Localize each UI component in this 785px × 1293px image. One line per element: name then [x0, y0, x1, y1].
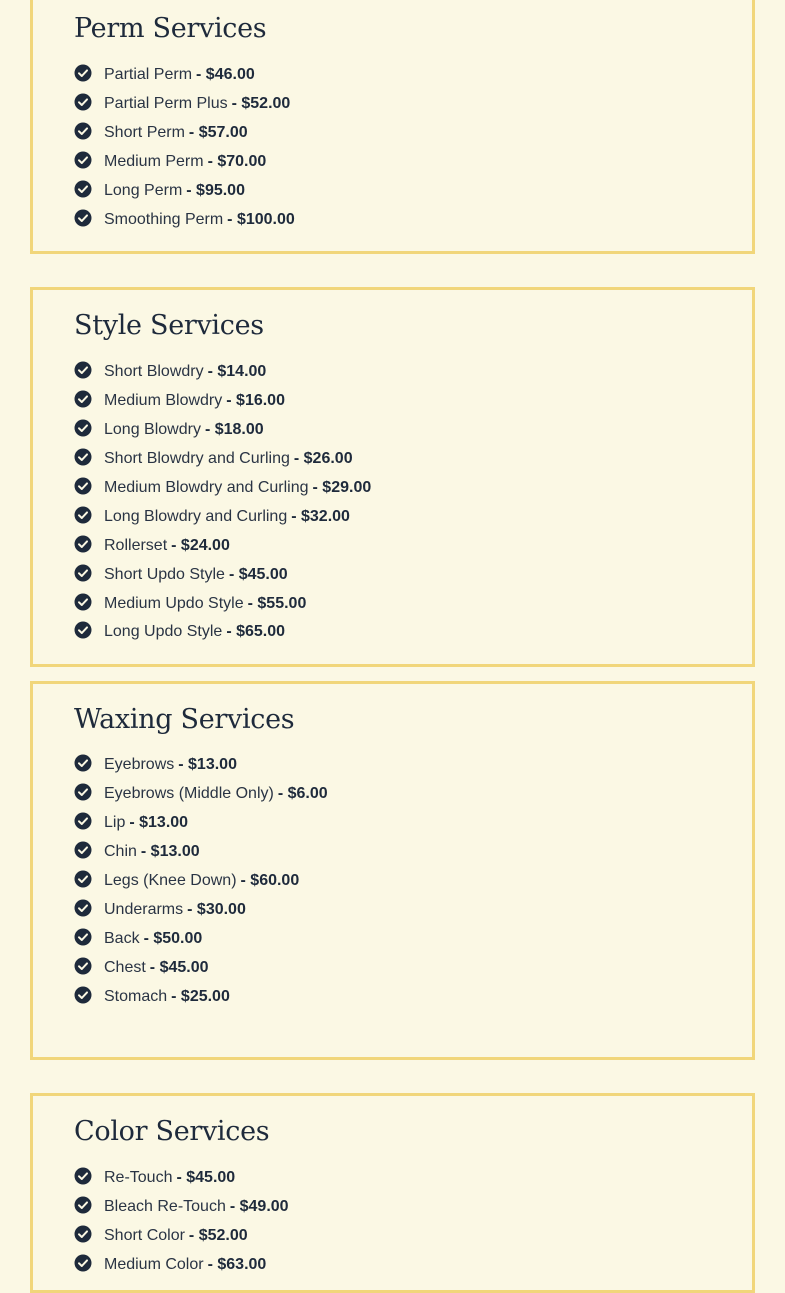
service-name: Underarms — [104, 900, 184, 918]
service-price: - $52.00 — [188, 1227, 248, 1245]
service-name: Rollerset — [104, 536, 168, 554]
service-price: - $16.00 — [226, 392, 285, 410]
service-item — [74, 924, 328, 953]
service-item — [74, 205, 295, 234]
check-circle-icon — [74, 93, 92, 111]
service-price: - $13.00 — [178, 756, 237, 774]
check-circle-icon — [74, 1196, 92, 1214]
service-name: Bleach Re-Touch — [104, 1198, 226, 1216]
service-price: - $52.00 — [231, 95, 291, 113]
check-circle-icon — [74, 621, 92, 639]
check-circle-icon — [74, 957, 92, 975]
check-circle-icon — [74, 754, 92, 772]
service-item — [74, 416, 371, 445]
service-price: - $95.00 — [186, 182, 245, 199]
service-price: - $45.00 — [228, 565, 288, 583]
check-circle-icon — [74, 535, 92, 553]
check-circle-icon — [74, 506, 92, 524]
section-title: Color Services — [74, 1116, 270, 1147]
check-circle-icon — [74, 870, 92, 888]
service-price: - $70.00 — [207, 153, 267, 171]
service-item — [74, 838, 328, 867]
service-item — [74, 618, 371, 647]
service-item — [74, 560, 371, 589]
service-name: Back — [104, 929, 140, 947]
service-item — [74, 358, 371, 387]
check-circle-icon — [74, 841, 92, 859]
service-name: Chin — [104, 843, 137, 861]
service-item — [74, 119, 295, 148]
check-circle-icon — [74, 390, 92, 408]
service-price: - $50.00 — [143, 929, 203, 947]
service-item — [74, 502, 371, 531]
service-name: Partial Perm — [104, 66, 193, 84]
service-name: Legs (Knee Down) — [104, 872, 237, 889]
perm-services-card — [30, 0, 755, 254]
service-price: - $46.00 — [196, 66, 255, 84]
service-name: Eyebrows (Middle Only) — [104, 785, 274, 803]
service-name: Short Color — [104, 1227, 185, 1245]
service-item — [74, 953, 328, 982]
service-item — [74, 809, 328, 838]
check-circle-icon — [74, 361, 92, 379]
service-item — [74, 1222, 289, 1251]
service-price: - $13.00 — [140, 843, 200, 861]
service-item — [74, 90, 295, 119]
service-item — [74, 148, 295, 177]
service-name: Short Perm — [104, 124, 185, 142]
check-circle-icon — [74, 209, 92, 227]
check-circle-icon — [74, 593, 92, 611]
service-price: - $24.00 — [171, 536, 230, 554]
service-name: Medium Color — [104, 1256, 204, 1274]
service-price: - $60.00 — [240, 872, 300, 889]
service-price: - $30.00 — [187, 900, 246, 918]
service-name: Short Updo Style — [104, 565, 225, 583]
service-item — [74, 531, 371, 560]
check-circle-icon — [74, 122, 92, 140]
service-price: - $14.00 — [207, 363, 267, 381]
check-circle-icon — [74, 564, 92, 582]
service-item — [74, 61, 295, 90]
service-name: Long Updo Style — [104, 623, 223, 641]
service-name: Medium Blowdry and Curling — [104, 479, 309, 496]
service-name: Re-Touch — [104, 1169, 173, 1187]
check-circle-icon — [74, 64, 92, 82]
service-price: - $65.00 — [226, 623, 286, 641]
service-price: - $100.00 — [227, 210, 295, 228]
service-name: Medium Updo Style — [104, 594, 244, 612]
service-item — [74, 1164, 289, 1193]
service-price: - $63.00 — [207, 1256, 267, 1274]
service-list — [74, 1164, 289, 1280]
service-name: Partial Perm Plus — [104, 95, 228, 113]
check-circle-icon — [74, 448, 92, 466]
check-circle-icon — [74, 783, 92, 801]
service-item — [74, 1251, 289, 1280]
check-circle-icon — [74, 477, 92, 495]
check-circle-icon — [74, 928, 92, 946]
service-name: Stomach — [104, 987, 168, 1005]
service-name: Smoothing Perm — [104, 210, 224, 228]
check-circle-icon — [74, 1167, 92, 1185]
service-name: Short Blowdry and Curling — [104, 450, 290, 468]
color-services-card — [30, 1093, 755, 1293]
service-name: Long Blowdry and Curling — [104, 507, 288, 525]
service-item — [74, 387, 371, 416]
service-price: - $55.00 — [247, 594, 307, 612]
check-circle-icon — [74, 812, 92, 830]
service-list — [74, 751, 328, 1011]
service-price: - $57.00 — [188, 124, 248, 142]
check-circle-icon — [74, 1225, 92, 1243]
service-name: Lip — [104, 814, 126, 832]
service-price: - $26.00 — [293, 450, 353, 468]
service-list — [74, 358, 371, 647]
service-item — [74, 589, 371, 618]
service-name: Chest — [104, 958, 146, 976]
service-name: Long Blowdry — [104, 421, 201, 439]
service-price: - $45.00 — [149, 958, 209, 976]
service-item — [74, 445, 371, 474]
service-name: Short Blowdry — [104, 363, 204, 381]
service-name: Eyebrows — [104, 756, 175, 774]
waxing-services-card — [30, 681, 755, 1060]
service-price: - $49.00 — [229, 1198, 289, 1216]
service-price: - $32.00 — [291, 507, 350, 525]
check-circle-icon — [74, 1254, 92, 1272]
service-price: - $18.00 — [204, 421, 264, 439]
service-name: Long Perm — [104, 182, 183, 199]
service-price: - $13.00 — [129, 814, 189, 832]
service-price: - $25.00 — [171, 987, 230, 1005]
check-circle-icon — [74, 899, 92, 917]
check-circle-icon — [74, 419, 92, 437]
service-item — [74, 982, 328, 1011]
style-services-card — [30, 287, 755, 667]
service-price: - $6.00 — [277, 785, 328, 803]
service-item — [74, 895, 328, 924]
service-name: Medium Blowdry — [104, 392, 223, 410]
service-list — [74, 61, 295, 234]
section-title: Style Services — [74, 310, 264, 341]
section-title: Waxing Services — [74, 704, 295, 735]
service-item — [74, 751, 328, 780]
check-circle-icon — [74, 986, 92, 1004]
service-item — [74, 867, 328, 896]
check-circle-icon — [74, 180, 92, 198]
service-item — [74, 474, 371, 503]
service-price: - $45.00 — [176, 1169, 236, 1187]
service-price: - $29.00 — [312, 479, 372, 496]
section-title: Perm Services — [74, 13, 267, 44]
service-name: Medium Perm — [104, 153, 204, 171]
service-item — [74, 780, 328, 809]
service-item — [74, 1193, 289, 1222]
service-item — [74, 177, 295, 206]
check-circle-icon — [74, 151, 92, 169]
